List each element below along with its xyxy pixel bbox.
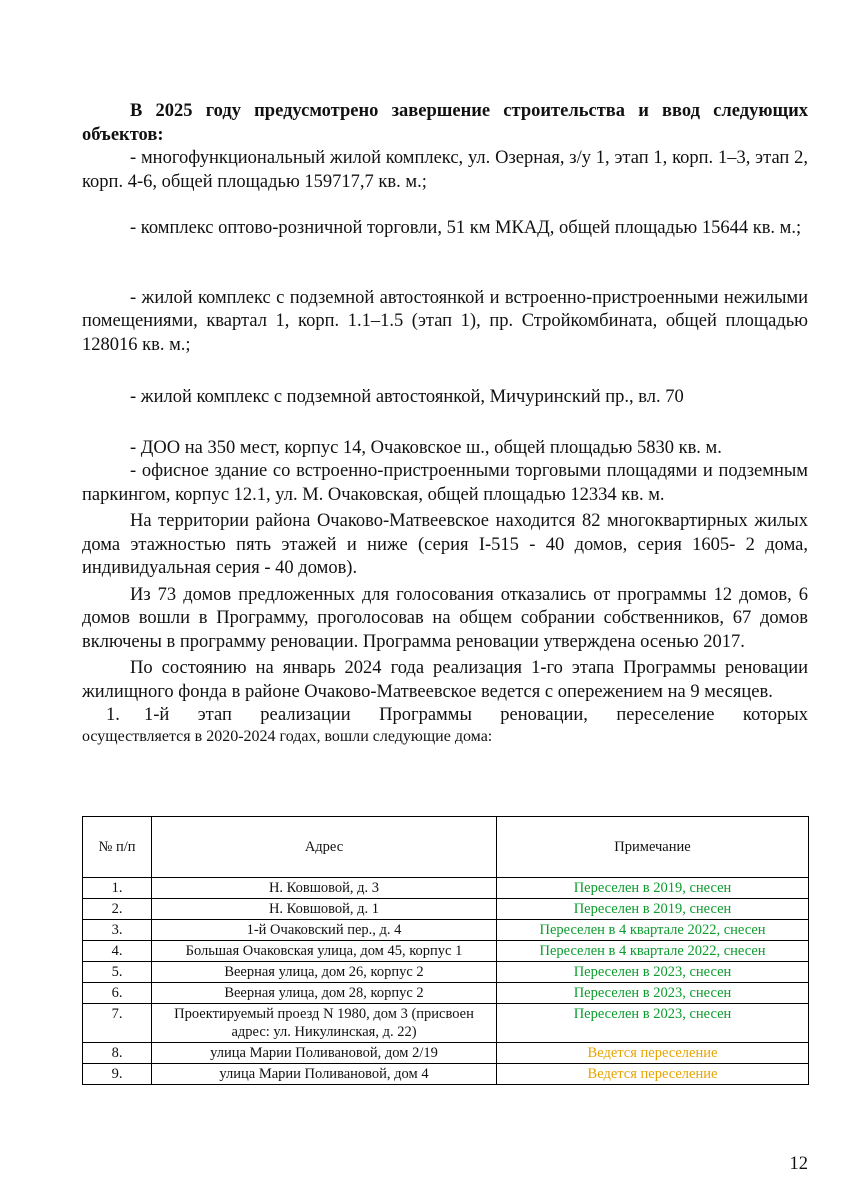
row-address: Н. Ковшовой, д. 1 bbox=[152, 899, 497, 920]
object-item: - ДОО на 350 мест, корпус 14, Очаковское ш., общей площадью 5830 кв. м. bbox=[130, 437, 722, 458]
row-note: Переселен в 4 квартале 2022, снесен bbox=[497, 941, 809, 962]
document-body bbox=[82, 100, 808, 746]
row-address: 1-й Очаковский пер., д. 4 bbox=[152, 920, 497, 941]
table-row bbox=[83, 1064, 809, 1085]
row-address: Веерная улица, дом 28, корпус 2 bbox=[152, 983, 497, 1004]
table-row bbox=[83, 983, 809, 1004]
row-address: Проектируемый проезд N 1980, дом 3 (присвоен адрес: ул. Никулинская, д. 22) bbox=[152, 1004, 497, 1043]
row-address: Н. Ковшовой, д. 3 bbox=[152, 878, 497, 899]
table-row bbox=[83, 920, 809, 941]
houses-table bbox=[82, 816, 809, 1085]
row-number: 4. bbox=[83, 941, 152, 962]
table-row bbox=[83, 1043, 809, 1064]
row-number: 3. bbox=[83, 920, 152, 941]
row-number: 1. bbox=[83, 878, 152, 899]
numbered-item-number: 1. bbox=[106, 705, 120, 725]
row-note: Переселен в 2019, снесен bbox=[497, 899, 809, 920]
table-row bbox=[83, 878, 809, 899]
object-item: - жилой комплекс с подземной автостоянкой, Мичуринский пр., вл. 70 bbox=[130, 387, 684, 407]
row-note: Ведется переселение bbox=[497, 1043, 809, 1064]
row-note: Переселен в 2019, снесен bbox=[497, 878, 809, 899]
header-note: Примечание bbox=[497, 817, 809, 878]
row-note: Переселен в 2023, снесен bbox=[497, 983, 809, 1004]
row-number: 9. bbox=[83, 1064, 152, 1085]
row-number: 8. bbox=[83, 1043, 152, 1064]
row-note: Переселен в 2023, снесен bbox=[497, 1004, 809, 1043]
row-number: 7. bbox=[83, 1004, 152, 1043]
object-item: - комплекс оптово-розничной торговли, 51 км МКАД, общей площадью 15644 кв. м.; bbox=[130, 218, 802, 238]
row-number: 2. bbox=[83, 899, 152, 920]
row-number: 6. bbox=[83, 983, 152, 1004]
row-note: Ведется переселение bbox=[497, 1064, 809, 1085]
row-address: улица Марии Поливановой, дом 4 bbox=[152, 1064, 497, 1085]
header-address: Адрес bbox=[152, 817, 497, 878]
row-address: улица Марии Поливановой, дом 2/19 bbox=[152, 1043, 497, 1064]
header-number: № п/п bbox=[83, 817, 152, 878]
row-address: Веерная улица, дом 26, корпус 2 bbox=[152, 962, 497, 983]
numbered-item bbox=[106, 704, 808, 728]
object-item: - жилой комплекс с подземной автостоянкой и встроенно-пристроенными нежилыми помещениями, квартал 1, корп. 1.1–1.5 (этап 1), пр. Стройкомбината, общей площадью 128016 кв. м.; bbox=[82, 287, 808, 355]
paragraph: Из 73 домов предложенных для голосования отказались от программы 12 домов, 6 домов вошли в Программу, проголосовав на общем собрании собственников, 67 домов включены в программу реновации. Программа реновации утверждена осенью 2017. bbox=[82, 584, 808, 652]
table-row bbox=[83, 941, 809, 962]
paragraph: По состоянию на январь 2024 года реализация 1-го этапа Программы реновации жилищного фонда в районе Очаково-Матвеевское ведется с опережением на 9 месяцев. bbox=[82, 658, 808, 702]
numbered-item-line1: 1-й этап реализации Программы реновации, переселение которых bbox=[144, 705, 808, 725]
numbered-item-line2: осуществляется в 2020-2024 годах, вошли следующие дома: bbox=[82, 727, 493, 745]
object-item: - офисное здание со встроенно-пристроенными торговыми площадями и подземным паркингом, корпус 12.1, ул. М. Очаковская, общей площадью 12334 кв. м. bbox=[82, 461, 808, 505]
row-note: Переселен в 2023, снесен bbox=[497, 962, 809, 983]
table-header-row bbox=[83, 817, 809, 878]
page-number: 12 bbox=[789, 1154, 808, 1174]
table-row bbox=[83, 899, 809, 920]
row-note: Переселен в 4 квартале 2022, снесен bbox=[497, 920, 809, 941]
section-heading: В 2025 году предусмотрено завершение строительства и ввод следующих объектов: bbox=[82, 101, 808, 145]
table-row bbox=[83, 1004, 809, 1043]
row-number: 5. bbox=[83, 962, 152, 983]
table-row bbox=[83, 962, 809, 983]
object-item: - многофункциональный жилой комплекс, ул. Озерная, з/у 1, этап 1, корп. 1–3, этап 2, корп. 4-6, общей площадью 159717,7 кв. м.; bbox=[82, 148, 808, 192]
row-address: Большая Очаковская улица, дом 45, корпус 1 bbox=[152, 941, 497, 962]
paragraph: На территории района Очаково-Матвеевское находится 82 многоквартирных жилых дома этажностью пять этажей и ниже (серия I-515 - 40 домов, серия 1605- 2 дома, индивидуальная серия - 40 домов). bbox=[82, 511, 808, 578]
